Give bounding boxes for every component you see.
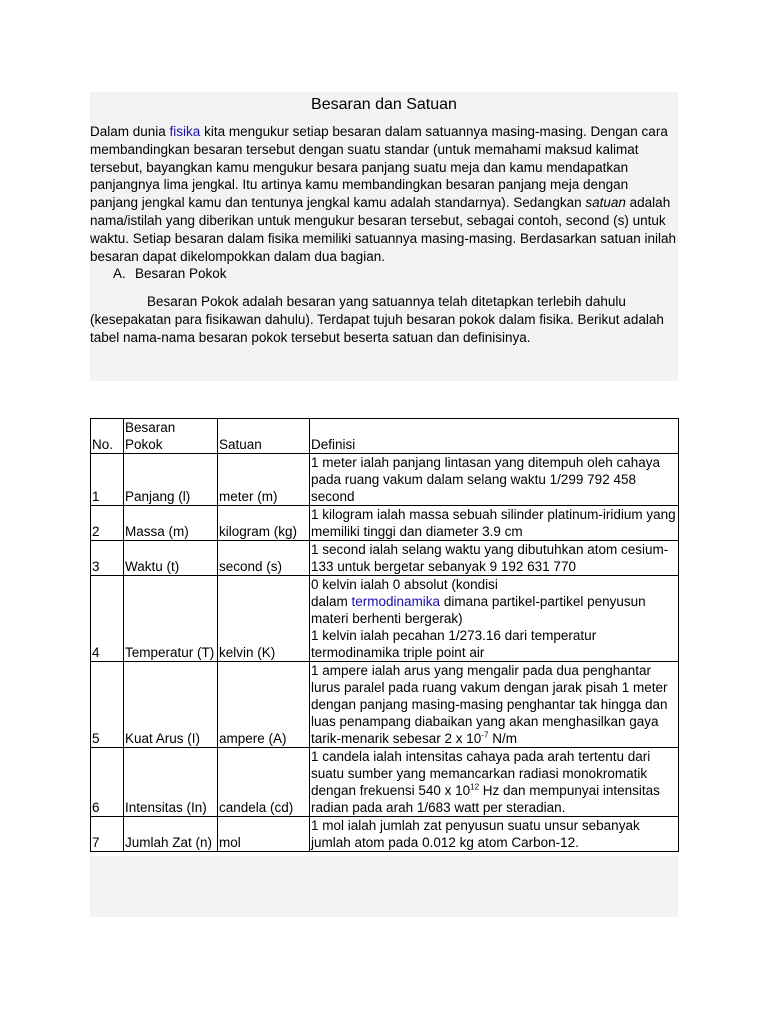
section-a-label: Besaran Pokok [135,266,227,282]
fisika-link[interactable]: fisika [169,124,201,139]
table-header-row [91,419,679,454]
cell-definisi: 1 meter ialah panjang lintasan yang ditempuh oleh cahaya pada ruang vakum dalam selang waktu 1/299 792 458 second [310,454,679,506]
cell-satuan: kilogram (kg) [218,506,310,541]
header-satuan: Satuan [218,419,310,454]
cell-no: 3 [91,541,124,576]
cell-no: 1 [91,454,124,506]
table-row [91,748,679,817]
document-body [90,92,678,347]
besaran-pokok-table [90,418,679,852]
intro-text-1: Dalam dunia [90,124,170,139]
cell-besaran: Panjang (l) [124,454,218,506]
table-row [91,506,679,541]
def-candela-rest: Hz dan mempunyai intensitas radian pada arah 1/683 watt per steradian. [311,783,660,815]
cell-satuan: ampere (A) [218,662,310,748]
def-ampere-unit: N/m [488,731,517,746]
def-temperatur-rest: dimana partikel-partikel penyusun materi berhenti bergerak) [311,594,646,626]
cell-definisi [310,576,679,662]
section-a-letter: A. [113,266,126,282]
section-a-heading [90,265,678,283]
def-temperatur-second: 1 kelvin ialah pecahan 1/273.16 dari temperatur termodinamika triple point air [311,628,597,660]
cell-definisi [310,662,679,748]
table-row [91,817,679,852]
intro-text-3: adalah nama/istilah yang diberikan untuk mengukur besaran tersebut, sebagai contoh, second (s) untuk waktu. Setiap besaran dalam fisika memiliki satuannya masing-masing. Berdasarkan satuan inilah besaran dapat dikelompokkan dalam dua bagian. [90,195,677,264]
cell-besaran: Intensitas (In) [124,748,218,817]
cell-satuan: meter (m) [218,454,310,506]
cell-satuan: second (s) [218,541,310,576]
cell-satuan: kelvin (K) [218,576,310,662]
def-ampere-exponent: -7 [481,730,489,740]
table-row [91,454,679,506]
intro-text-2: kita mengukur setiap besaran dalam satuannya masing-masing. Dengan cara membandingkan besaran tersebut dengan suatu standar (untuk memahami maksud kalimat tersebut, bayangkan kamu mengukur besara panjang suatu meja dan kamu mendapatkan panjangnya lima jengkal. Itu artinya kamu membandingkan besaran panjang meja dengan panjang jengkal kamu dan tentunya jengkal kamu adalah standarnya). Sedangkan [90,124,668,211]
cell-besaran: Massa (m) [124,506,218,541]
cell-satuan: candela (cd) [218,748,310,817]
cell-satuan: mol [218,817,310,852]
table-row [91,576,679,662]
cell-no: 6 [91,748,124,817]
header-besaran-pokok [124,419,218,454]
intro-paragraph [90,123,678,265]
def-temperatur-line1: 0 kelvin ialah 0 absolut (kondisi [311,577,498,592]
cell-no: 4 [91,576,124,662]
cell-besaran: Kuat Arus (I) [124,662,218,748]
cell-definisi [310,748,679,817]
bottom-shaded-block [90,856,678,917]
def-temperatur-text: dalam [311,594,352,609]
cell-no: 5 [91,662,124,748]
page-title: Besaran dan Satuan [311,96,457,113]
cell-no: 7 [91,817,124,852]
table-row [91,541,679,576]
header-besaran-line2: Pokok [125,437,163,452]
header-definisi: Definisi [310,419,679,454]
def-candela-exponent: 12 [470,782,480,792]
cell-definisi: 1 second ialah selang waktu yang dibutuhkan atom cesium-133 untuk bergetar sebanyak 9 192 631 770 [310,541,679,576]
cell-besaran: Temperatur (T) [124,576,218,662]
cell-besaran: Waktu (t) [124,541,218,576]
def-ampere-text: 1 ampere ialah arus yang mengalir pada dua penghantar lurus paralel pada ruang vakum dengan jarak pisah 1 meter dengan panjang masing-masing penghantar tak hingga dan luas penampang diabaikan yang akan menghasilkan gaya tarik-menarik sebesar 2 x 10 [311,663,668,746]
intro-italic-satuan: satuan [585,195,626,211]
cell-besaran: Jumlah Zat (n) [124,817,218,852]
cell-definisi: 1 mol ialah jumlah zat penyusun suatu unsur sebanyak jumlah atom pada 0.012 kg atom Carbon-12. [310,817,679,852]
cell-definisi: 1 kilogram ialah massa sebuah silinder platinum-iridium yang memiliki tinggi dan diameter 3.9 cm [310,506,679,541]
def-candela-text: 1 candela ialah intensitas cahaya pada arah tertentu dari suatu sumber yang memancarkan radiasi monokromatik dengan frekuensi 540 x 10 [311,749,651,798]
cell-no: 2 [91,506,124,541]
header-besaran-line1: Besaran [125,420,176,435]
table-row [91,662,679,748]
section-a-paragraph: Besaran Pokok adalah besaran yang satuannya telah ditetapkan terlebih dahulu (kesepakatan para fisikawan dahulu). Terdapat tujuh besaran pokok dalam fisika. Berikut adalah tabel nama-nama besaran pokok tersebut beserta satuan dan definisinya. [90,294,664,345]
termodinamika-link[interactable]: termodinamika [351,594,441,609]
header-no: No. [91,419,124,454]
